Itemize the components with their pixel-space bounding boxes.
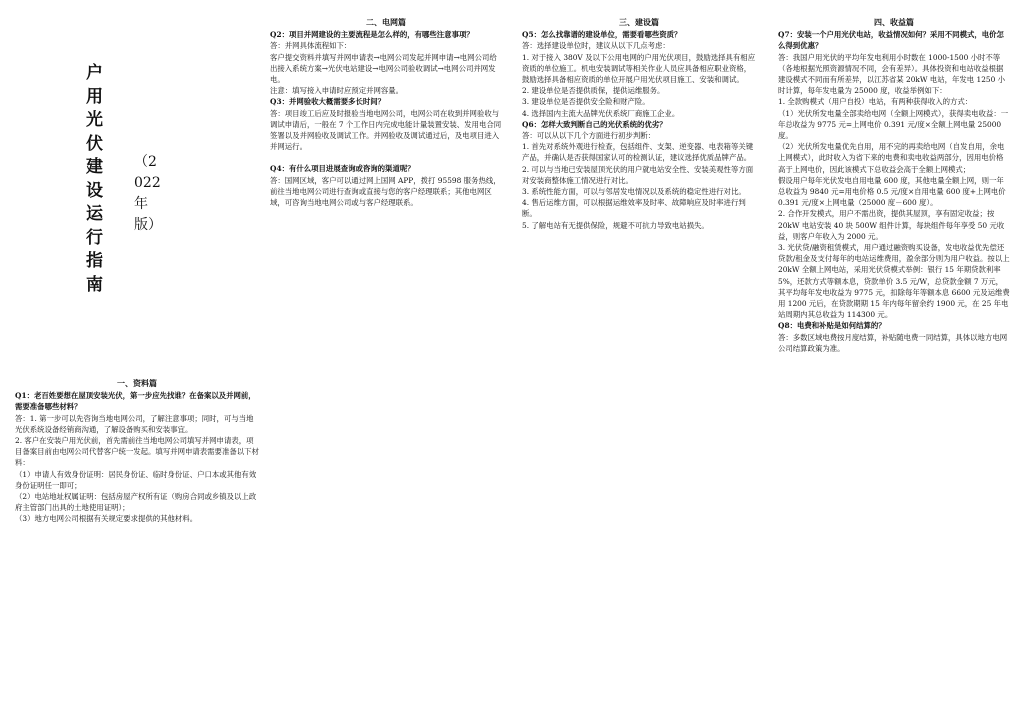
section-title: 四、收益篇 [874, 17, 914, 27]
section-construction [522, 17, 756, 231]
section-revenue [778, 17, 1010, 354]
guide-title: 户用光伏建设运行指南 [86, 63, 103, 295]
answer-paragraph: 答：并网具体流程如下： [270, 41, 352, 51]
answer-paragraph: 2. 可以与当地已安装屋顶光伏的用户就电站安全性、安装美观性等方面对安装商整体施工情况进行对比。 [522, 164, 754, 185]
answer-paragraph: （1）申请人有效身份证明：居民身份证、临时身份证、户口本或其他有效身份证明任一即可； [15, 469, 257, 490]
question-q3: Q3：并网验收大概需要多长时间？ [270, 97, 386, 107]
answer-paragraph: 1. 对于接入 380V 及以下公用电网的户用光伏项目，鼓励选择具有相应资质的单位施工。机电安装调试等相关作业人员应具备相应职业资格，鼓励选择具备相应资质的单位开展户用光伏项目施工、安装和调试。 [522, 52, 756, 85]
question-q4: Q4：有什么项目进展查询或咨询的渠道呢？ [270, 164, 415, 174]
answer-paragraph: 客户提交资料并填写并网申请表→电网公司发起并网申请→电网公司给出接入系统方案→光伏电站建设→电网公司验收调试→电网公司并网发电。 [270, 52, 497, 85]
answer-paragraph: 答：1. 第一步可以先咨询当地电网公司，了解注意事项；同时，可与当地光伏系统设备经销商沟通，了解设备购买和安装事宜。 [15, 413, 254, 434]
answer-paragraph: 1. 首先对系统外观进行检查，包括组件、支架、逆变器、电表箱等关键产品，并确认是否获得国家认可的检测认证，建议选择优质品牌产品。 [522, 142, 754, 163]
answer-paragraph: 4. 售后运维方面，可以根据运维效率及时率、故障响应及时率进行判断。 [522, 198, 746, 219]
answer-paragraph: （2）电站地址权属证明：包括房屋产权所有证（购房合同或乡镇及以上政府主管部门出具的土地使用证明）； [15, 492, 257, 513]
answer-paragraph: 1. 全款购模式（用户自投）电站，有两种获得收入的方式： [778, 97, 973, 107]
answer-paragraph: 答：可以从以下几个方面进行初步判断： [522, 131, 656, 141]
answer-paragraph: （1）光伏所发电量全部卖给电网（全额上网模式），获得卖电收益：一年总收益为 9775 元=上网电价 0.391 元/度×全额上网电量 25000 度。 [778, 108, 1009, 141]
answer-paragraph: 答：我国户用光伏的平均年发电利用小时数在 1000-1500 小时不等（各地根据光照资源情况不同，会有差异）。具体投资和电站收益根据建设模式不同而有所差异，以江苏省某 20kW 电站，年发电 1250 小时计算，每年发电量为 25000 度，收益举例如下： [778, 52, 1006, 96]
section-materials [15, 378, 259, 525]
answer-paragraph: 2. 建设单位是否提供质保，提供运维服务。 [522, 86, 665, 96]
answer-paragraph: 假设用户每年光伏发电自用电量 600 度，其他电量全额上网，则一年总收益为 9840 元=用电价格 0.5 元/度×自用电量 600 度+上网电价 0.391 元/度×上网电量（25000 度－600 度）。 [778, 175, 1006, 208]
section-title: 一、资料篇 [117, 378, 157, 388]
answer-paragraph: （2）光伏所发电量优先自用，用不完的再卖给电网（自发自用，余电上网模式），此时收入为省下来的电费和卖电收益两部分，因用电价格高于上网电价，因此该模式下总收益会高于全额上网模式； [778, 142, 1005, 174]
question-q8: Q8：电费和补贴是如何结算的？ [778, 321, 886, 331]
answer-paragraph: 答：国网区域，客户可以通过网上国网 APP，拨打 95598 服务热线，前往当地电网公司进行查询或直接与您的客户经理联系；其他电网区域，可咨询当地电网公司或与客户经理联系。 [270, 175, 501, 208]
guide-edition: （2022年版） [134, 154, 162, 233]
answer-paragraph: 答：项目竣工后应及时报验当地电网公司，电网公司在收到并网验收与调试申请后，一般在 7 个工作日内完成电能计量装置安装、发用电合同签署以及并网验收及调试工作。并网验收及调试通过后，及电项目进入并网运行。 [270, 108, 502, 152]
question-q1: Q1：老百姓要想在屋顶安装光伏，第一步应先找谁？在备案以及并网前，需要准备哪些材料？ [15, 391, 256, 412]
answer-paragraph: 2. 合作开发模式，用户不需出资，提供其屋顶，享有固定收益；按 20kW 电站安装 40 块 500W 组件计算，每块组件每年享受 50 元收益，则客户年收入为 2000 元。 [778, 209, 1005, 241]
section-grid [270, 17, 502, 208]
answer-paragraph: 3. 系统性能方面，可以与邻居发电情况以及系统的稳定性进行对比。 [522, 187, 746, 197]
answer-paragraph: 注意：填写接入申请时应预定并网容量。 [270, 86, 404, 96]
answer-paragraph: 2. 客户在安装户用光伏前，首先需前往当地电网公司填写并网申请表，项目备案目前由电网公司代替客户统一发起。填写并网申请表需要准备以下材料： [15, 436, 259, 468]
section-title: 二、电网篇 [366, 17, 406, 27]
answer-paragraph: 答：多数区域电费按月度结算，补贴随电费一同结算，具体以地方电网公司结算政策为准。 [778, 332, 1008, 353]
answer-paragraph: 4. 选择国内主流大品牌光伏系统厂商施工企业。 [522, 108, 680, 118]
answer-paragraph: 3. 光伏贷/融资租赁模式，用户通过融资购买设备，发电收益优先偿还贷款/租金及支付每年的电站运维费用，盈余部分则为用户收益。按以上 20kW 全额上网电站，采用光伏贷模式举例：银行 15 年期贷款利率 5%，还款方式等额本息，贷款单价 3.5 元/W，总贷款金额 7 万元，其平均每年发电收益为 9775 元，扣除每年等额本息 6600 元及运维费用 1200 元后，在贷款期期 15 年内每年留余约 1900 元，在 25 年电站周期内其总收益为 114300 元。 [778, 243, 1010, 320]
answer-paragraph: 3. 建设单位是否提供安全险和财产险。 [522, 97, 650, 107]
answer-paragraph: 5. 了解电站有无提供保险，规避不可抗力导致电站损失。 [522, 220, 709, 230]
answer-paragraph: （3）地方电网公司根据有关规定要求提供的其他材料。 [15, 514, 198, 524]
answer-paragraph: 答：选择建设单位时，建议从以下几点考虑： [522, 41, 670, 51]
section-title: 三、建设篇 [619, 17, 659, 27]
question-q2: Q2：项目并网建设的主要流程是怎么样的，有哪些注意事项？ [270, 30, 474, 40]
question-q5: Q5：怎么找靠谱的建设单位，需要看哪些资质？ [522, 30, 682, 40]
question-q7: Q7：安装一个户用光伏电站，收益情况如何？采用不同模式，电价怎么得到优惠？ [778, 30, 1004, 51]
question-q6: Q6：怎样大致判断自己的光伏系统的优劣？ [522, 119, 667, 129]
